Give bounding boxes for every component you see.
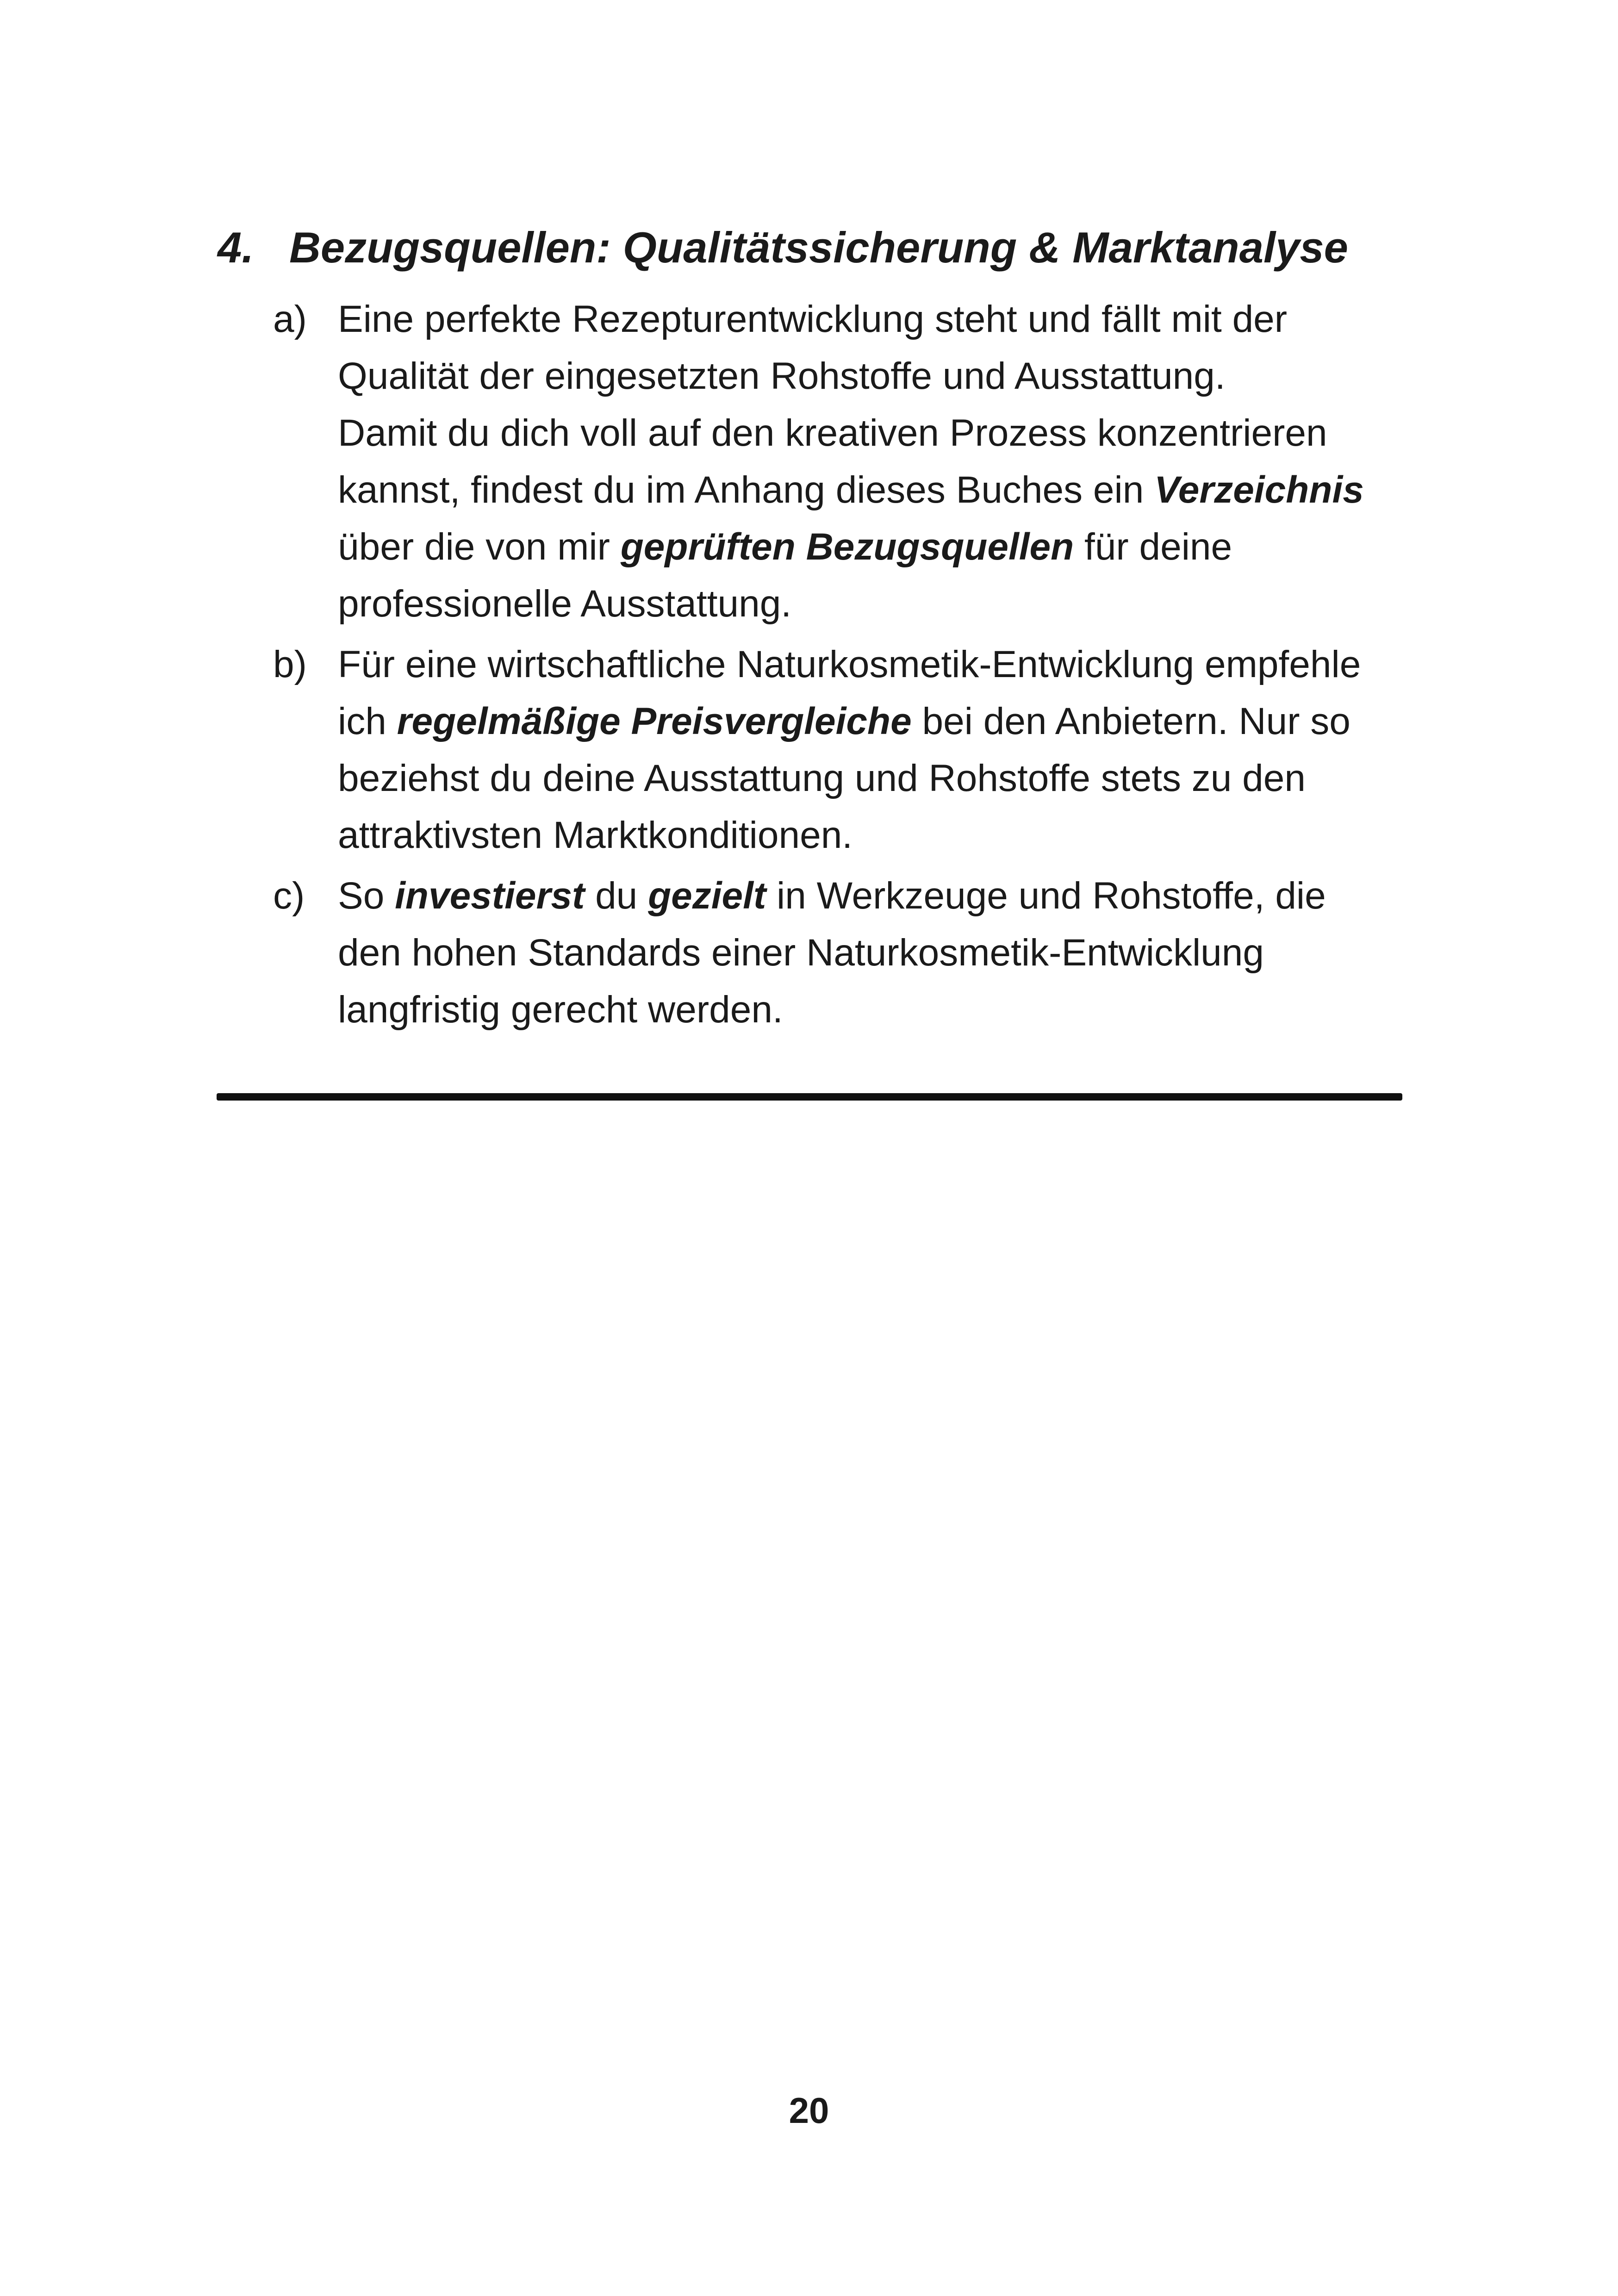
text-segment: attraktivsten Marktkonditionen. (338, 814, 853, 856)
text-segment: ich (338, 700, 397, 742)
text-line (338, 981, 1412, 1038)
text-segment: für deine (1074, 526, 1232, 568)
text-segment: Damit du dich voll auf den kreativen Prozess konzentrieren (338, 412, 1327, 454)
text-segment: Für eine wirtschaftliche Naturkosmetik-Entwicklung empfehle (338, 643, 1361, 685)
text-segment: den hohen Standards einer Naturkosmetik-Entwicklung (338, 932, 1264, 974)
text-segment: kannst, findest du im Anhang dieses Buches ein (338, 469, 1155, 511)
text-segment: über die von mir (338, 526, 621, 568)
list-item-text (338, 291, 1412, 632)
list-item-marker: b) (273, 643, 307, 685)
emphasized-text: gezielt (648, 875, 766, 917)
emphasized-text: Verzeichnis (1154, 469, 1364, 511)
list-item (273, 636, 1412, 864)
list-item (273, 291, 1412, 632)
item-list (273, 291, 1412, 1038)
section-heading (218, 218, 1421, 278)
text-line (338, 807, 1412, 864)
text-segment: So (338, 875, 395, 917)
text-line (338, 518, 1412, 575)
list-item-marker: a) (273, 298, 307, 340)
list-item-text (338, 867, 1412, 1038)
text-line (338, 693, 1412, 750)
text-line (338, 461, 1412, 518)
text-segment: professionelle Ausstattung. (338, 583, 792, 625)
text-line (338, 348, 1412, 404)
text-segment: bei den Anbietern. Nur so (911, 700, 1350, 742)
page-number: 20 (789, 2090, 829, 2131)
text-line (338, 750, 1412, 807)
text-segment: Qualität der eingesetzten Rohstoffe und Ausstattung. (338, 355, 1226, 397)
emphasized-text: investierst (395, 875, 585, 917)
text-segment: in Werkzeuge und Rohstoffe, die (766, 875, 1326, 917)
section-number: 4. (218, 223, 254, 272)
list-item (273, 867, 1412, 1038)
text-segment: beziehst du deine Ausstattung und Rohstoffe stets zu den (338, 757, 1306, 799)
text-segment: du (585, 875, 648, 917)
text-line (338, 867, 1412, 924)
emphasized-text: geprüften Bezugsquellen (620, 526, 1074, 568)
emphasized-text: regelmäßige Preisvergleiche (397, 700, 912, 742)
text-line (338, 924, 1412, 981)
horizontal-divider (217, 1093, 1402, 1101)
text-line (338, 291, 1412, 348)
text-segment: langfristig gerecht werden. (338, 989, 783, 1031)
text-segment: Eine perfekte Rezepturentwicklung steht und fällt mit der (338, 298, 1288, 340)
section-title: Bezugsquellen: Qualitätssicherung & Marktanalyse (289, 223, 1348, 272)
list-item-text (338, 636, 1412, 864)
list-item-marker: c) (273, 875, 305, 917)
text-line (338, 404, 1412, 461)
text-line (338, 575, 1412, 632)
text-line (338, 636, 1412, 693)
